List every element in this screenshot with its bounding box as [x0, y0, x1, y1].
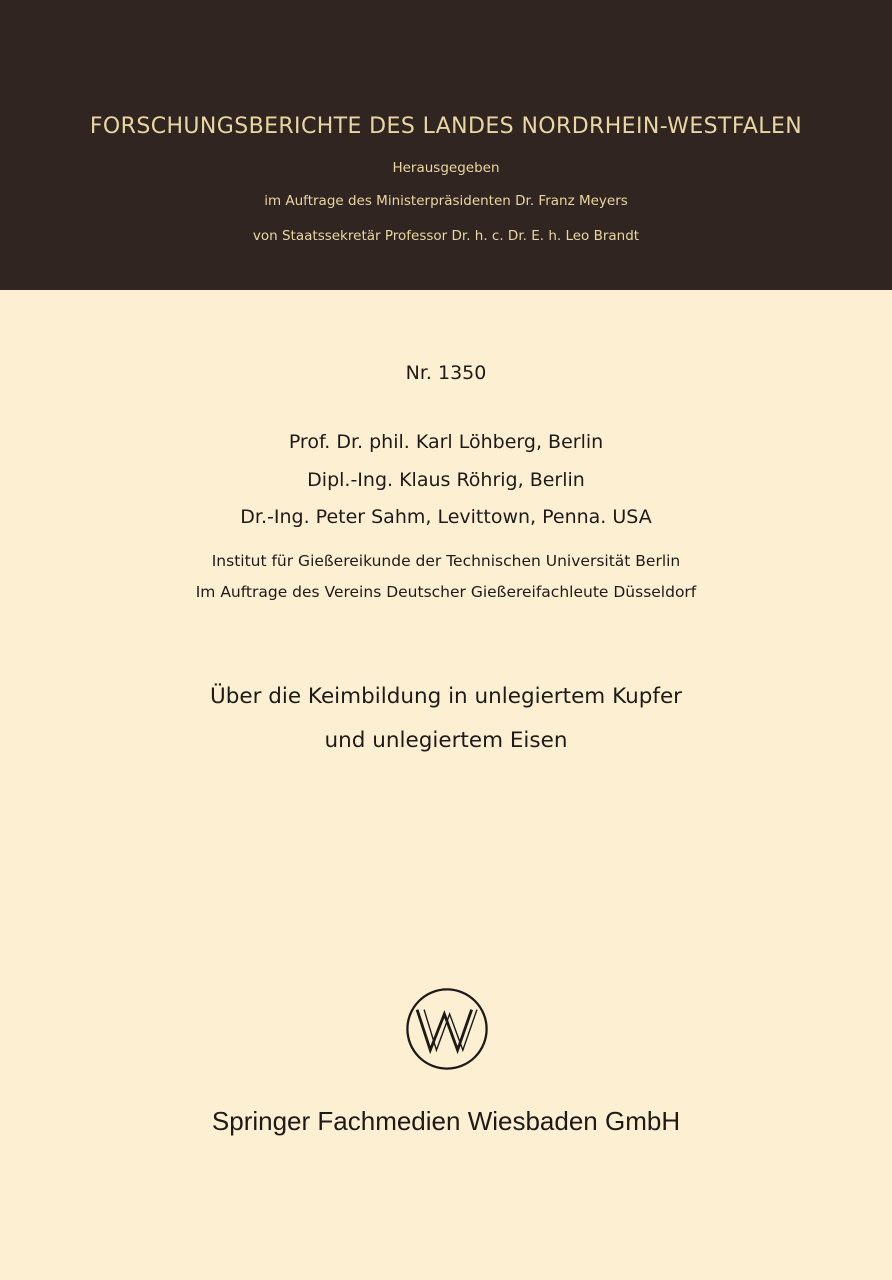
author-3: Dr.-Ing. Peter Sahm, Levittown, Penna. USA — [240, 506, 652, 528]
book-title-line-1: Über die Keimbildung in unlegiertem Kupfer — [209, 684, 683, 709]
book-title-line-2: und unlegiertem Eisen — [324, 728, 568, 753]
commissioning-body-line: Im Auftrage des Vereins Deutscher Gießereifachleute Düsseldorf — [195, 583, 697, 601]
report-number: Nr. 1350 — [405, 362, 487, 384]
series-header-band — [0, 0, 892, 290]
author-2: Dipl.-Ing. Klaus Röhrig, Berlin — [307, 469, 585, 491]
editor-note-line: Herausgegeben — [392, 160, 500, 176]
institution-line: Institut für Gießereikunde der Technischen Universität Berlin — [211, 552, 681, 570]
publisher-name: Springer Fachmedien Wiesbaden GmbH — [211, 1106, 681, 1136]
editor-name-line: von Staatssekretär Professor Dr. h. c. Dr. E. h. Leo Brandt — [252, 228, 640, 244]
series-title: FORSCHUNGSBERICHTE DES LANDES NORDRHEIN-WESTFALEN — [89, 114, 803, 139]
commission-line: im Auftrage des Ministerpräsidenten Dr. Franz Meyers — [264, 193, 628, 209]
westdeutscher-verlag-w-logo-icon — [403, 985, 491, 1073]
author-1: Prof. Dr. phil. Karl Löhberg, Berlin — [288, 431, 604, 453]
